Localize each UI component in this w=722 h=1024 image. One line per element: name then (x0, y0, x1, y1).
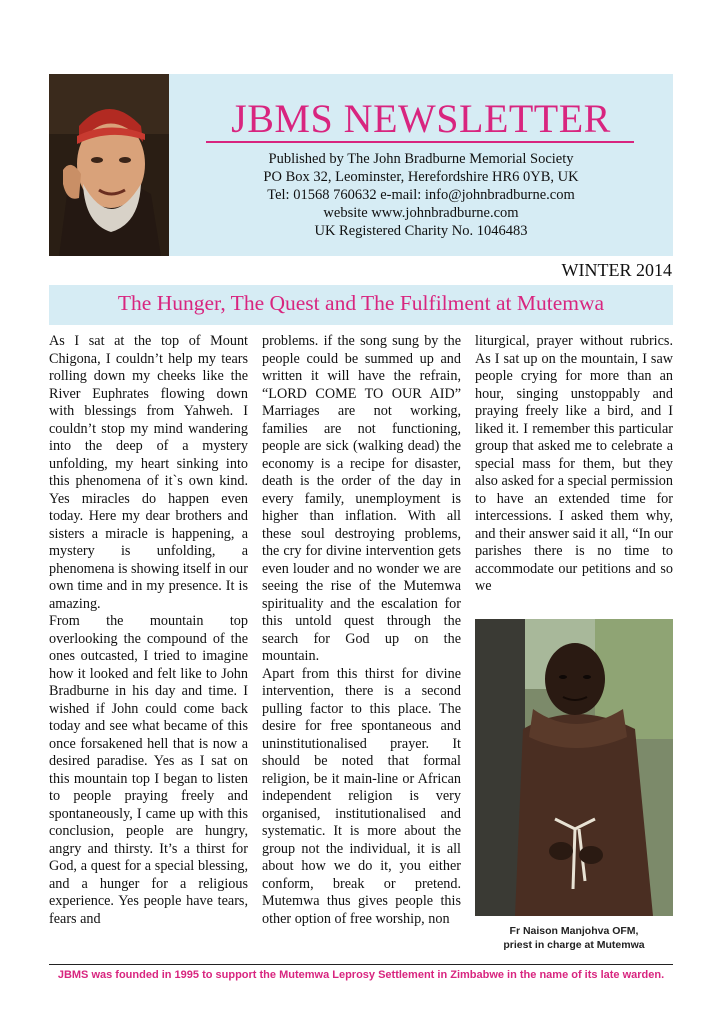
caption-line-1: Fr Naison Manjohva OFM, (509, 925, 639, 937)
article-column-1 (49, 333, 248, 928)
paragraph: problems. if the song sung by the people could be summed up and written it will have the refrain, “LORD COME TO OUR AID” Marriages are not working, families are not functioning, people are sick (walking dead) the economy is a recipe for disaster, death is the order of the day in every family, unemployment is higher than inflation. With all these soul destroying problems, the cry for divine intervention gets even louder and no wonder we are seeing the rise of the Mutemwa spirituality and the escalation for this untold quest through the search for God up on the mountain. (262, 333, 461, 664)
charity-line: UK Registered Charity No. 1046483 (314, 223, 528, 239)
caption-line-2: priest in charge at Mutemwa (503, 939, 645, 951)
article-column-2 (262, 333, 461, 928)
publication-info (169, 150, 673, 240)
issue-date: WINTER 2014 (561, 260, 672, 280)
paragraph: Apart from this thirst for divine intervention, there is a second pulling factor to this place. The desire for free spontaneous and uninstitutionalised prayer. It should be noted that formal religion, be it main-line or African independent religion is very organised, institutionalised and systematic. It is more about the group not the individual, it is all about how we do it, you either conform, break or pretend. Mutemwa thus gives people this other option of free worship, non (262, 665, 461, 927)
paragraph: liturgical, prayer without rubrics. As I sat up on the mountain, I saw people crying for more than an hour, singing unstoppably and praying freely like a bird, and I liked it. I remember this particular group that asked me to celebrate a special mass for them, but they also asked for a special permission to have an extended time for intercessions. I asked them why, and their answer said it all, “In our parishes there is no time to accommodate our petitions and so we (475, 333, 673, 594)
publisher-line: Published by The John Bradburne Memorial Society (268, 151, 574, 167)
photo-caption (475, 924, 673, 952)
title-underline (206, 141, 634, 143)
article-headline: The Hunger, The Quest and The Fulfilment at Mutemwa (117, 291, 605, 315)
paragraph: As I sat at the top of Mount Chigona, I couldn’t help my tears rolling down my cheeks like the River Euphrates flowing down with blessings from Yahweh. I couldn’t stop my mind wandering into the deep of a mystery unfolding, my heart sinking into this phenomena of it`s own kind. Yes miracles do happen even today. Here my dear brothers and sisters a miracle is happening, a mystery is unfolding, a phenomena is showing itself in our own time and in my presence. It is amazing. (49, 333, 248, 612)
contact-line: Tel: 01568 760632 e-mail: info@johnbradburne.com (267, 187, 575, 203)
newsletter-title: JBMS NEWSLETTER (231, 96, 611, 141)
website-line: website www.johnbradburne.com (323, 205, 519, 221)
footer-note: JBMS was founded in 1995 to support the Mutemwa Leprosy Settlement in Zimbabwe in the name of its late warden. (57, 969, 665, 981)
address-line: PO Box 32, Leominster, Herefordshire HR6 0YB, UK (263, 169, 579, 185)
article-column-3 (475, 333, 673, 596)
john-bradburne-photo (49, 74, 169, 256)
paragraph: From the mountain top overlooking the compound of the ones outcasted, I tried to imagine how it looked and felt like to John Bradburne in his day and time. I wished if John could come back today and see what became of this once forsakened hell that is now a desired paradise. Yes as I sat on this mountain top I began to listen to people praying freely and spontaneously, I came up with this conclusion, people are hungry, angry and thirsty. It’s a thirst for God, a quest for a special blessing, and a hunger for a religious experience. Yes people have tears, fears and (49, 613, 248, 927)
priest-photo (475, 619, 673, 916)
footer-divider (49, 964, 673, 965)
